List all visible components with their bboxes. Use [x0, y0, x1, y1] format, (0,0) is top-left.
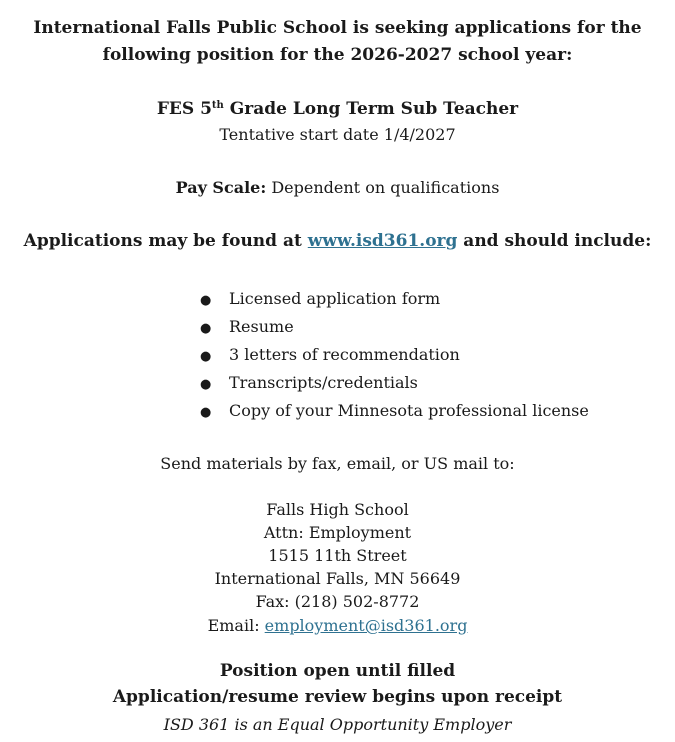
fax-number: Fax: (218) 502-8772 — [255, 592, 420, 611]
email-link[interactable]: employment@isd361.org — [264, 616, 468, 635]
pay-scale-label: Pay Scale: — [175, 178, 267, 197]
position-title-suffix: Grade Long Term Sub Teacher — [223, 99, 519, 119]
position-title — [0, 98, 675, 121]
applications-suffix: and should include: — [457, 231, 652, 251]
bullet-icon: ● — [200, 293, 212, 308]
requirement-text: Transcripts/credentials — [229, 373, 418, 392]
bullet-icon: ● — [200, 321, 212, 336]
requirement-text: Copy of your Minnesota professional license — [229, 401, 589, 420]
address-street: 1515 11th Street — [268, 546, 407, 565]
header-line-1: International Falls Public School is seeking applications for the — [33, 18, 642, 38]
email-label: Email: — [207, 616, 265, 635]
requirement-text: Licensed application form — [229, 289, 441, 308]
address-name: Falls High School — [266, 500, 409, 519]
bullet-icon: ● — [200, 377, 212, 392]
list-item — [200, 341, 589, 369]
pay-scale-value: Dependent on qualifications — [266, 178, 500, 197]
address-city: International Falls, MN 56649 — [214, 569, 461, 588]
applications-line — [0, 230, 675, 253]
website-link[interactable]: www.isd361.org — [307, 231, 458, 251]
header-line-2: following position for the 2026-2027 school year: — [102, 45, 573, 65]
address-attn: Attn: Employment — [263, 523, 412, 542]
requirements-list — [200, 285, 589, 425]
email-line — [0, 614, 675, 637]
send-instructions: Send materials by fax, email, or US mail to: — [160, 454, 515, 473]
review-notice: Application/resume review begins upon receipt — [112, 687, 563, 707]
pay-scale — [0, 176, 675, 199]
position-title-prefix: FES 5 — [156, 99, 212, 119]
bullet-icon: ● — [200, 349, 212, 364]
applications-prefix: Applications may be found at — [23, 231, 308, 251]
eoe-statement: ISD 361 is an Equal Opportunity Employer — [163, 715, 512, 734]
requirement-text: 3 letters of recommendation — [229, 345, 460, 364]
list-item — [200, 397, 589, 425]
bullet-icon: ● — [200, 405, 212, 420]
position-title-sup: th — [211, 100, 224, 111]
list-item — [200, 313, 589, 341]
requirement-text: Resume — [229, 317, 294, 336]
list-item — [200, 369, 589, 397]
position-open: Position open until filled — [219, 661, 456, 681]
list-item — [200, 285, 589, 313]
start-date: Tentative start date 1/4/2027 — [219, 125, 456, 144]
